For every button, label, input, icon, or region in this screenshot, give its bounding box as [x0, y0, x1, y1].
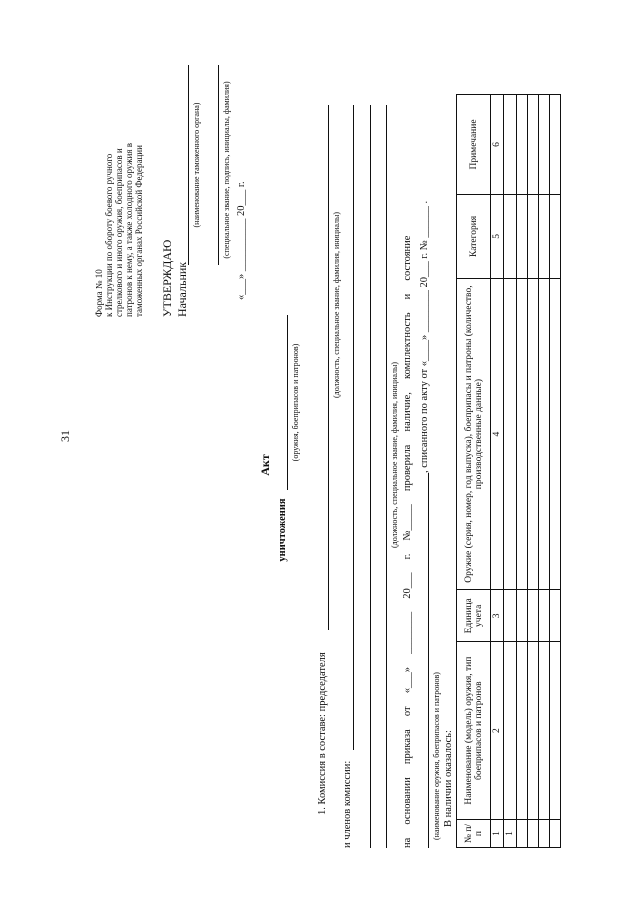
header-cell: Примечание	[457, 95, 491, 195]
form-header-line: патронов к нему, а также холодного оружия в	[124, 143, 134, 317]
org-line	[188, 65, 189, 265]
table-cell	[528, 590, 539, 642]
table-cell	[528, 642, 539, 820]
table-cell	[504, 590, 517, 642]
table-cell	[550, 820, 561, 848]
caption-members: (должность, специальное звание, фамилия, инициалы)	[390, 361, 399, 549]
members-line-2	[370, 105, 371, 848]
items-line	[428, 473, 429, 848]
form-header-line: стрелкового и иного оружия, боеприпасов и	[114, 148, 124, 317]
chair-line	[328, 105, 329, 630]
table-row	[539, 95, 550, 848]
table-cell	[550, 194, 561, 278]
table-cell: 1	[504, 820, 517, 848]
table-cell	[528, 820, 539, 848]
form-number: Форма № 10	[94, 269, 104, 317]
table-cell	[539, 194, 550, 278]
table-cell	[550, 590, 561, 642]
number-cell: 3	[491, 590, 504, 642]
table-cell	[517, 642, 528, 820]
table-cell	[550, 278, 561, 589]
table-cell	[517, 590, 528, 642]
basis-line: на основании приказа от «___» ________ 20___ г. №_____ проверила наличие, комплектность и состояние	[402, 235, 413, 848]
members-line-3	[386, 105, 387, 848]
table-row	[504, 95, 517, 848]
table-cell	[528, 194, 539, 278]
sign-line	[218, 65, 219, 265]
act-subtitle: уничтожения	[277, 498, 288, 562]
caption-org: (наименование таможенного органа)	[192, 102, 201, 228]
act-subject-line	[287, 315, 288, 490]
table-cell	[550, 642, 561, 820]
written-off-line: , списанного по акту от «____» ________ 20___ г. № ______ .	[419, 200, 430, 473]
table-cell	[539, 642, 550, 820]
table-cell	[539, 95, 550, 195]
table-cell	[517, 95, 528, 195]
commission-line: 1. Комиссия в составе: председателя	[317, 652, 328, 815]
table-row	[550, 95, 561, 848]
number-cell: 5	[491, 194, 504, 278]
number-cell: 2	[491, 642, 504, 820]
items-table	[456, 94, 561, 848]
caption-sign: (специальное звание, подпись, инициалы, фамилия)	[222, 81, 231, 259]
table-cell	[517, 820, 528, 848]
approve-chief: Начальник	[175, 261, 189, 317]
act-title: Акт	[258, 454, 272, 476]
table-cell	[550, 95, 561, 195]
found-label: В наличии оказалось:	[443, 730, 454, 827]
table-cell	[517, 278, 528, 589]
header-cell: Категория	[457, 194, 491, 278]
form-header	[94, 67, 144, 317]
header-cell: № п/п	[457, 820, 491, 848]
table-cell	[528, 278, 539, 589]
table-cell	[517, 194, 528, 278]
table-header-row	[457, 95, 491, 848]
header-cell: Оружие (серия, номер, год выпуска), боеприпасы и патроны (количество, производственные данные)	[457, 278, 491, 589]
header-cell: Единица учета	[457, 590, 491, 642]
page-number: 31	[58, 430, 72, 442]
caption-what: (оружия, боеприпасов и патронов)	[291, 343, 300, 462]
table-cell	[528, 95, 539, 195]
table-cell	[504, 95, 517, 195]
table-row	[528, 95, 539, 848]
approve-title: УТВЕРЖДАЮ	[160, 239, 174, 317]
table-number-row	[491, 95, 504, 848]
table-cell	[504, 194, 517, 278]
members-line-1	[353, 105, 354, 750]
table-row	[517, 95, 528, 848]
number-cell: 1	[491, 820, 504, 848]
approve-date: «___» __________ 20___ г.	[236, 181, 247, 300]
rotated-document	[0, 45, 540, 905]
form-header-line: к Инструкции по обороту боевого ручного	[104, 153, 114, 317]
table-cell	[504, 278, 517, 589]
table-cell	[539, 278, 550, 589]
table-cell	[504, 642, 517, 820]
table-cell	[539, 590, 550, 642]
header-cell: Наименование (модель) оружия, тип боеприпасов и патронов	[457, 642, 491, 820]
caption-chair: (должность, специальное звание, фамилия, инициалы)	[332, 211, 341, 399]
caption-items: (наименование оружия, боеприпасов и патронов)	[432, 672, 441, 840]
members-label: и членов комиссии:	[342, 760, 353, 848]
table-cell	[539, 820, 550, 848]
number-cell: 4	[491, 278, 504, 589]
number-cell: 6	[491, 95, 504, 195]
form-header-line: таможенных органах Российской Федерации	[134, 145, 144, 317]
